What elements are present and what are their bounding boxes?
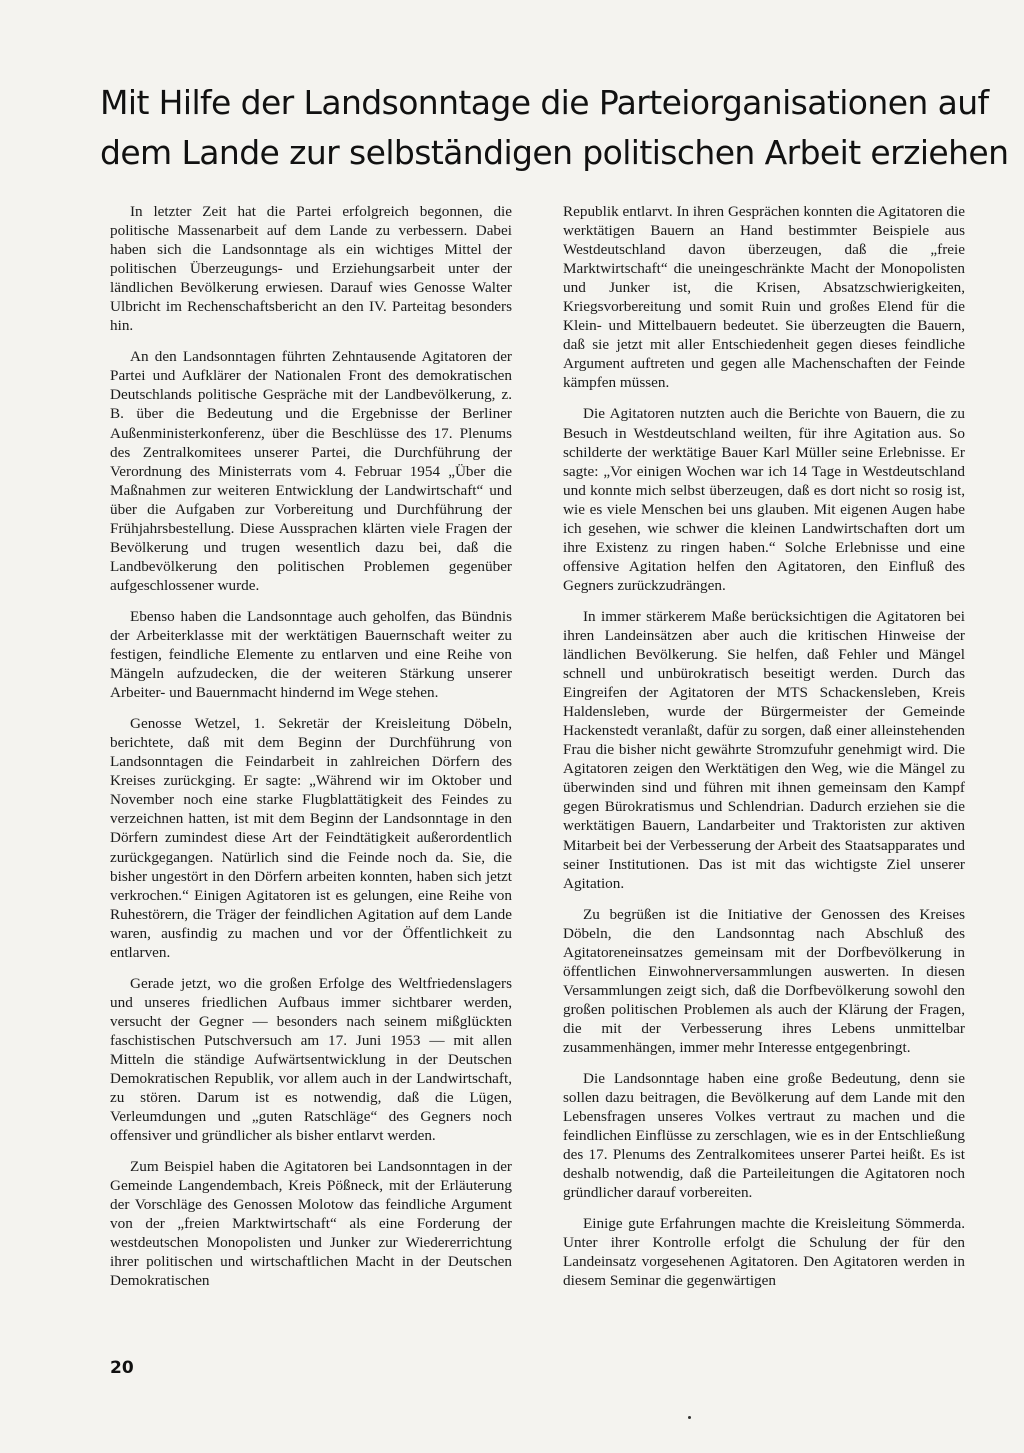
paragraph: Zu begrüßen ist die Initiative der Genossen des Kreises Döbeln, die den Landsonntag nach Abschluß des Agitatoreneinsatzes gemeinsam mit der Dorfbevölkerung in öffentlichen Einwohnerversammlungen auswerten. In diesen Versammlungen zeigt sich, daß die Dorfbevölkerung sowohl den großen politischen Problemen als auch der Klärung der Fragen, die mit der Verbesserung ihres Lebens unmittelbar zusammenhängen, immer mehr Interesse entgegenbringt. (563, 905, 965, 1056)
print-speck (688, 1416, 691, 1419)
right-column (563, 202, 965, 1303)
paragraph: Zum Beispiel haben die Agitatoren bei Landsonntagen in der Gemeinde Langendembach, Kreis Pößneck, mit der Erläuterung der Vorschläge des Genossen Molotow das feindliche Argument von der „freien Marktwirtschaft“ als eine Forderung der westdeutschen Monopolisten und Junker zur Wiedererrichtung ihrer politischen und wirtschaftlichen Macht in der Deutschen Demokratischen (110, 1158, 512, 1290)
paragraph: Gerade jetzt, wo die großen Erfolge des Weltfriedenslagers und unseres friedlichen Aufbaus immer sichtbarer werden, versucht der Gegner — besonders nach seinem mißglückten faschistischen Putschversuch am 17. Juni 1953 — mit allen Mitteln die ständige Aufwärtsentwicklung in der Deutschen Demokratischen Republik, vor allem auch in der Landwirtschaft, zu stören. Darum ist es notwendig, daß die Lügen, Verleumdungen und „guten Ratschläge“ des Gegners noch offensiver und gründlicher als bisher entlarvt werden. (110, 974, 512, 1145)
title-line-1: Mit Hilfe der Landsonntage die Parteiorganisationen auf (100, 83, 989, 122)
paragraph-continued: Republik entlarvt. In ihren Gesprächen konnten die Agitatoren die werktätigen Bauern an Hand bestimmter Beispiele aus Westdeutschland davon überzeugen, daß die „freie Marktwirtschaft“ die uneingeschränkte Macht der Monopolisten und Junker ist, die Krisen, Absatzschwierigkeiten, Kriegsvorbereitung und somit Ruin und großes Elend für die Klein- und Mittelbauern bedeutet. Sie überzeugten die Bauern, daß sie jetzt mit aller Entschiedenheit gegen dieses feindliche Argument auftreten und gegen alle Machenschaften der Feinde kämpfen müssen. (563, 203, 965, 392)
paragraph: An den Landsonntagen führten Zehntausende Agitatoren der Partei und Aufklärer der Nationalen Front des demokratischen Deutschlands politische Gespräche mit der Landbevölkerung, z. B. über die Bedeutung und die Ergebnisse der Berliner Außenministerkonferenz, über die Beschlüsse des 17. Plenums des Zentralkomitees unserer Partei, die Durchführung der Verordnung des Ministerrats vom 4. Februar 1954 „Über die Maßnahmen zur weiteren Entwicklung der Landwirtschaft“ und über die Aufgaben zur Vorbereitung und Durchführung der Frühjahrsbestellung. Diese Aussprachen klärten viele Fragen der Bevölkerung und trugen wesentlich dazu bei, daß die Landbevölkerung den politischen Problemen gegenüber aufgeschlossener wurde. (110, 348, 512, 594)
paragraph: Ebenso haben die Landsonntage auch geholfen, das Bündnis der Arbeiterklasse mit der werktätigen Bauernschaft weiter zu festigen, feindliche Elemente zu entlarven und eine Reihe von Mängeln aufzudecken, die der weiteren Stärkung unserer Arbeiter- und Bauernmacht hindernd im Wege stehen. (110, 607, 512, 702)
paragraph: Die Landsonntage haben eine große Bedeutung, denn sie sollen dazu beitragen, die Bevölkerung auf dem Lande mit den Lebensfragen unseres Volkes vertraut zu machen und die feindlichen Einflüsse zu zerschlagen, wie es in der Entschließung des 17. Plenums des Zentralkomitees unserer Partei heißt. Es ist deshalb notwendig, daß die Parteileitungen die Agitatoren noch gründlicher darauf vorbereiten. (563, 1070, 965, 1202)
page-number: 20 (110, 1358, 134, 1378)
title-line-2: dem Lande zur selbständigen politischen Arbeit erziehen (100, 133, 1009, 172)
left-column (110, 202, 512, 1303)
article-title (100, 78, 1009, 178)
paragraph: Die Agitatoren nutzten auch die Berichte von Bauern, die zu Besuch in Westdeutschland weilten, für ihre Agitation aus. So schilderte der werktätige Bauer Karl Müller seine Erlebnisse. Er sagte: „Vor einigen Wochen war ich 14 Tage in Westdeutschland und konnte mich selbst überzeugen, daß es dort nicht so rosig ist, wie es viele Menschen bei uns glauben. Mit eigenen Augen habe ich gesehen, wie schwer die kleinen Landwirtschaften dort um ihre Existenz zu ringen haben.“ Solche Erlebnisse und eine offensive Agitation helfen den Agitatoren, den Einfluß des Gegners zurückzudrängen. (563, 405, 965, 594)
paragraph: In immer stärkerem Maße berücksichtigen die Agitatoren bei ihren Landeinsätzen aber auch die kritischen Hinweise der ländlichen Bevölkerung. Sie helfen, daß Fehler und Mängel schnell und unbürokratisch beseitigt werden. Durch das Eingreifen der Agitatoren der MTS Schackensleben, Kreis Haldensleben, wurde der Bürgermeister der Gemeinde Hackenstedt veranlaßt, dafür zu sorgen, daß einer alleinstehenden Frau die bisher nicht gewährte Stromzufuhr genehmigt wird. Die Agitatoren zeigen den Werktätigen den Weg, wie die Mängel zu überwinden sind und führen mit ihnen gemeinsam den Kampf gegen Bürokratismus und Schlendrian. Dadurch erziehen sie die werktätigen Bauern, Landarbeiter und Traktoristen zur aktiven Mitarbeit bei der Verbesserung der Arbeit des Staatsapparates und seiner Institutionen. Das ist mit das wichtigste Ziel unserer Agitation. (563, 607, 965, 892)
paragraph: Einige gute Erfahrungen machte die Kreisleitung Sömmerda. Unter ihrer Kontrolle erfolgt die Schulung der für den Landeinsatz vorgesehenen Agitatoren. Den Agitatoren werden in diesem Seminar die gegenwärtigen (563, 1215, 965, 1290)
paragraph: Genosse Wetzel, 1. Sekretär der Kreisleitung Döbeln, berichtete, daß mit dem Beginn der Durchführung von Landsonntagen die Feindarbeit in zahlreichen Dörfern des Kreises zurückging. Er sagte: „Während wir im Oktober und November noch eine starke Flugblattätigkeit des Feindes zu verzeichnen hatten, ist mit dem Beginn der Landsonntage in den Dörfern zumindest diese Art der Feindtätigkeit außerordentlich zurückgegangen. Natürlich sind die Feinde noch da. Sie, die bisher ungestört in den Dörfern arbeiten konnten, haben sich jetzt verkrochen.“ Einigen Agitatoren ist es gelungen, eine Reihe von Ruhestörern, die Träger der feindlichen Agitation auf dem Lande waren, ausfindig zu machen und vor der Öffentlichkeit zu entlarven. (110, 715, 512, 961)
paragraph: In letzter Zeit hat die Partei erfolgreich begonnen, die politische Massenarbeit auf dem Lande zu verbessern. Dabei haben sich die Landsonntage als ein wichtiges Mittel der politischen Überzeugungs- und Erziehungsarbeit unter der ländlichen Bevölkerung erwiesen. Darauf wies Genosse Walter Ulbricht im Rechenschaftsbericht an den IV. Parteitag besonders hin. (110, 203, 512, 335)
